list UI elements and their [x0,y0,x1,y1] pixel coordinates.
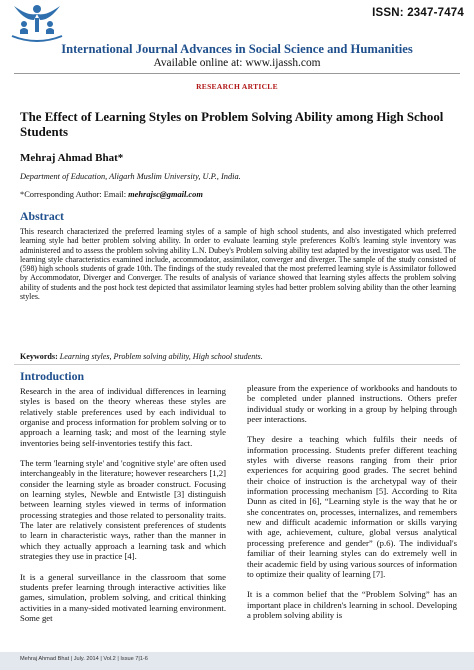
keywords-divider [14,364,460,365]
author-affiliation: Department of Education, Aligarh Muslim University, U.P., India. [20,172,241,181]
right-column [247,383,457,630]
left-column [20,386,226,633]
keywords [20,352,263,361]
corresponding-email: mehrajsc@gmail.com [128,190,203,199]
article-title: The Effect of Learning Styles on Problem Solving Ability among High School Students [20,110,444,139]
issn-label: ISSN: 2347-7474 [372,7,464,19]
introduction-heading: Introduction [20,369,85,383]
abstract-heading: Abstract [20,209,64,223]
keywords-label: Keywords: [20,352,60,361]
journal-website: Available online at: www.ijassh.com [153,57,321,69]
keywords-value: Learning styles, Problem solving ability, High school students. [59,352,263,361]
header-divider [14,73,460,74]
page-footer [0,652,474,670]
footer-citation: Mehraj Ahmad Bhat | July. 2014 | Vol.2 | Issue 7|1-6 [20,656,148,662]
corresponding-author [20,190,203,199]
article-type: RESEARCH ARTICLE [196,82,278,91]
paragraph: Research in the area of individual differences in learning styles is based on the theory whereas these styles are relatively stable preferences used by each individual to organise and process information for problem solving or to approach a learning task; and most of the learning style inventories being self-inventories testify this fact. [20,386,226,448]
author-name: Mehraj Ahmad Bhat* [20,152,124,164]
paragraph: It is a common belief that the “Problem Solving” has an important place in children's learning in school. Developing a problem solving ability is [247,589,457,620]
abstract-text: This research characterized the preferred learning styles of a sample of high school students, and also investigated which preferred learning style had better problem solving ability. In order to evaluate learning style preferences Kolb's learning style inventory was administered and to assess the problem solving ability L.N. Dubey's Problem solving ability test adapted by the investigator was used. The learning style characteristics examined include, accommodator, assimilator, converger and diverger. The sample of the study consisted of (598) high schools students of grade 10th. The findings of the study revealed that the most preferred learning style is Assimilator followed by Accommodator, Diverger and Converger. The results of analysis of variance showed that learning styles affects the problem solving ability of students and the post hock test depicted that assimilator learning styles had better problem solving ability than the other learning styles. [20,227,456,302]
corresponding-label: *Corresponding Author: Email: [20,190,129,199]
journal-logo [8,2,66,46]
paragraph: It is a general surveillance in the classroom that some students prefer learning through interactive activities like games, simulation, problem solving, and critical thinking activities in a many-sided motivated learning environment. Some get [20,571,226,623]
paragraph: They desire a teaching which fulfils their needs of information processing. Students prefer different teaching styles with diverse reasons ranging from their prior experiences for acquiring good grades. The secret behind their choice of instruction is the archetypal way of their information processing mechanism [5]. According to Rita Dunn as cited in [6], “Learning style is the way that he or she concentrates on, processes, internalizes, and remembers new and difficult academic information or skills varying with age, achievement, culture, global versus analytical processing preference and gender” (p.6). The individual's familiar of their learning styles can do extremely well in their academic field by using various sources of information to optimize their quality of learning [7]. [247,434,457,579]
journal-title: International Journal Advances in Social Science and Humanities [61,42,413,56]
paragraph: pleasure from the experience of workbooks and handouts to be completed under planned instructions. Others prefer individual study or working in a group by helping through peer interactions. [247,383,457,425]
paragraph: The term 'learning style' and 'cognitive style' are often used interchangeably in the literature; however researchers [1,2] consider the learning style as broader construct. Focusing on learning styles, Newble and Entwistle [3] distinguish between learning styles viewed in terms of information processing strategies and those related to personality traits. The later are relatively consistent preferences of students to learn in characteristic ways, rather than the manner in which they actually approach a learning task and which strategies they use in practice [4]. [20,458,226,562]
